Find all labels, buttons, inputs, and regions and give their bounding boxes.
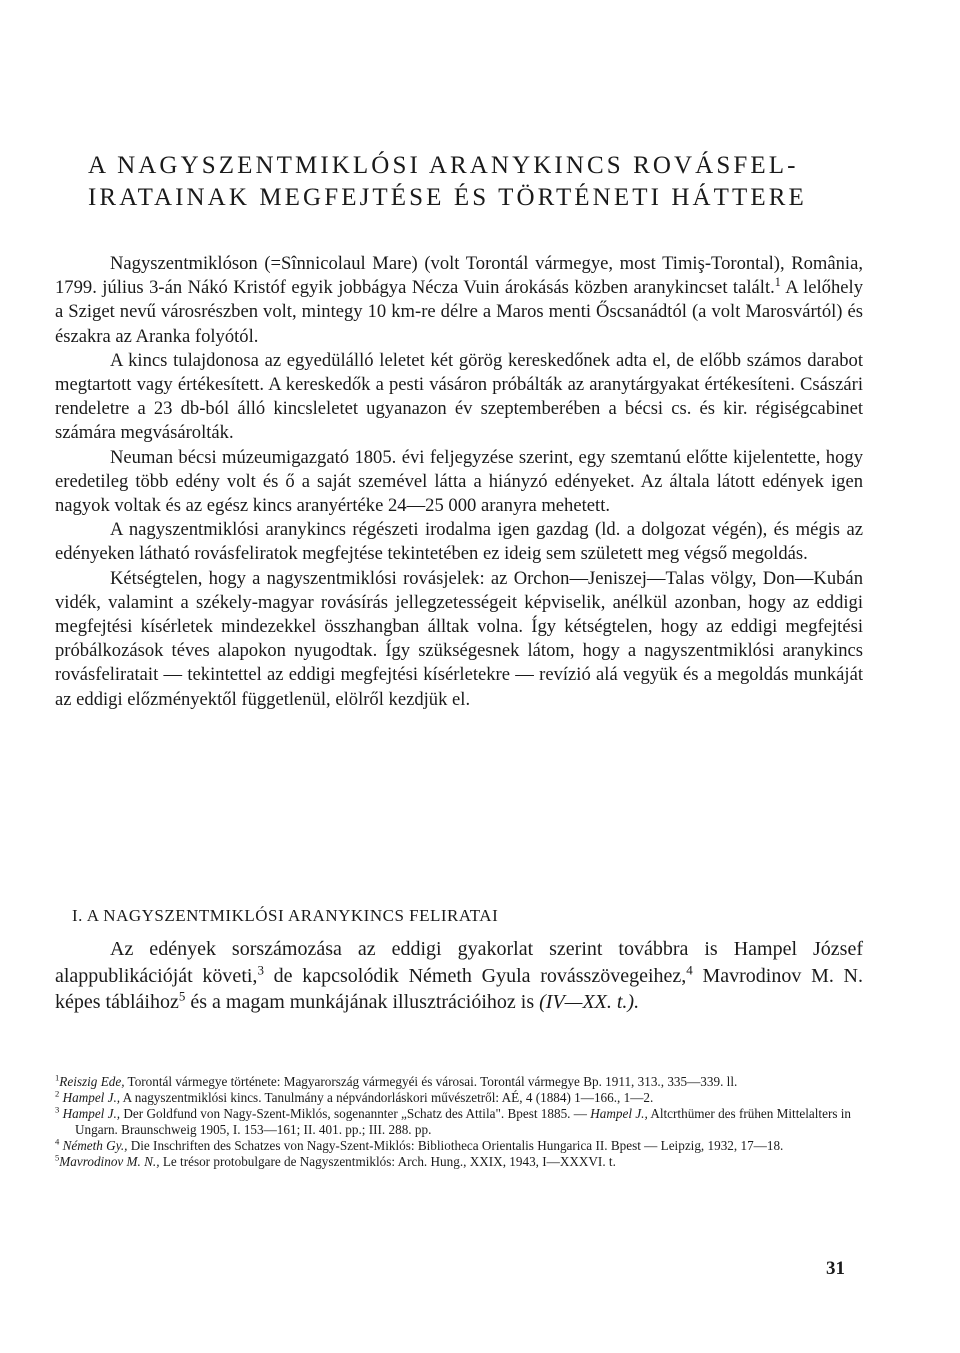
page-number: 31 <box>826 1258 845 1279</box>
footnote-ref-1: 1 <box>774 275 781 290</box>
footnote-5: $^5$Mavrodinov M. N., Le trésor protobulgare de Nagyszentmiklós: Arch. Hung., XXIX, 1943, I—XXXVI. t. <box>55 1152 616 1170</box>
intro-paragraph-5: Kétségtelen, hogy a nagyszentmiklósi rovásjelek: az Orchon—Jeniszej—Talas völgy, Don—Kubán vidék, valamint a székely-magyar rovásírás jellegzetességeit képviselik, anélkül azonban, hogy az eddigi megfejtési kísérletek mindezekkel összhangban álltak volna. Így kétségtelen, hogy az eddigi megfejtési próbálkozások téves alapokon nyugodtak. Így szükségesnek látom, hogy a nagyszentmiklósi aranykincs rovásfeliratait — tekintettel az eddigi megfejtési kísérletekre — revízió alá vegyük és a megoldás munkáját az eddigi előzményektől függetlenül, elölről kezdjük el. <box>55 567 863 710</box>
footnote-1: $^1$Reiszig Ede, Torontál vármegye története: Magyarország vármegyéi és városai. Torontál vármegye Bp. 1911, 313., 335—339. ll. <box>55 1072 738 1089</box>
footnote-ref-4: 4 <box>686 961 693 977</box>
footnote-4: $^4$ Németh Gy., Die Inschriften des Schatzes von Nagy-Szent-Miklós: Bibliotheca Orientalis Hungarica II. Bpest — Leipzig, 1932, 17—18. <box>55 1136 784 1153</box>
footnote-3: $^3$ Hampel J., Der Goldfund von Nagy-Szent-Miklós, sogenannter „Schatz des Attila". Bpest 1885. — Hampel J., Altcrthümer des frühen Mittelalters in Ungarn. Braunschweig 1905, I. 153—161; II. 401. pp.; III. 288. pp. <box>55 1105 852 1137</box>
section-paragraph: Az edények sorszámozása az eddigi gyakorlat szerint továbbra is Hampel József alappublikációját követi,$^3$ de kapcsolódik Németh Gyula rovásszövegeihez,$^4$ Mavrodinov M. N. képes tábláihoz$^5$ és a magam munkájának illusztrációihoz is (IV—XX. t.). <box>55 938 864 1014</box>
section-text <box>55 936 863 1016</box>
article-title-line-2: IRATAINAK MEGFEJTÉSE ÉS TÖRTÉNETI HÁTTERE <box>88 184 807 211</box>
intro-paragraph-1: Nagyszentmiklóson (=Sînnicolaul Mare) (volt Torontál vármegye, most Timiş-Torontal), România, 1799. július 3-án Nákó Kristóf egyik jobbágya Nécza Vuin árokásás közben aranykincset talált.$^1$ A lelőhely a Sziget nevű városrészben volt, mintegy 10 km-re délre a Maros menti Őscsanádtól (a volt Marosvártól) és északra az Aranka folyótól. <box>55 253 863 347</box>
article-title-line-1: A NAGYSZENTMIKLÓSI ARANYKINCS ROVÁSFEL- <box>88 152 799 179</box>
footnote-ref-3: 3 <box>257 961 264 977</box>
footnote-ref-5: 5 <box>178 988 186 1004</box>
section-title: I. A NAGYSZENTMIKLÓSI ARANYKINCS FELIRATAI <box>72 906 499 925</box>
footnote-2: $^2$ Hampel J., A nagyszentmiklósi kincs. Tanulmány a népvándorláskori művészetről: AÉ, 4 (1884) 1—166., 1—2. <box>55 1088 654 1106</box>
article-title <box>88 150 888 214</box>
intro-paragraph-2: A kincs tulajdonosa az egyedülálló leletet két görög kereskedőnek adta el, de előbb számos darabot megtartott vagy értékesített. A kereskedők a pesti vásáron próbálták az aranytárgyakat értékesíteni. Császári rendeletre a 23 db-ból álló kincsleletet ugyanazon év szeptemberében a bécsi cs. és kir. régiségcabinet számára megvásárolták. <box>55 349 863 444</box>
intro-paragraph-3: Neuman bécsi múzeumigazgató 1805. évi feljegyzése szerint, egy szemtanú előtte kijelentette, hogy eredetileg több edény volt és ő a saját szemével látta a hiányzó edényeket. Az általa látott edények igen nagyok voltak és az egész kincs aranyértéke 24—25 000 aranyra mehetett. <box>55 446 863 517</box>
plate-reference: (IV—XX. t.). <box>539 991 640 1014</box>
intro-paragraph-4: A nagyszentmiklósi aranykincs régészeti irodalma igen gazdag (ld. a dolgozat végén), és mégis az edényeken látható rovásfeliratok megfejtése tekintetében ez ideig sem született meg végső megoldás. <box>55 519 863 565</box>
footnotes <box>55 1074 867 1170</box>
intro-text <box>55 252 863 712</box>
